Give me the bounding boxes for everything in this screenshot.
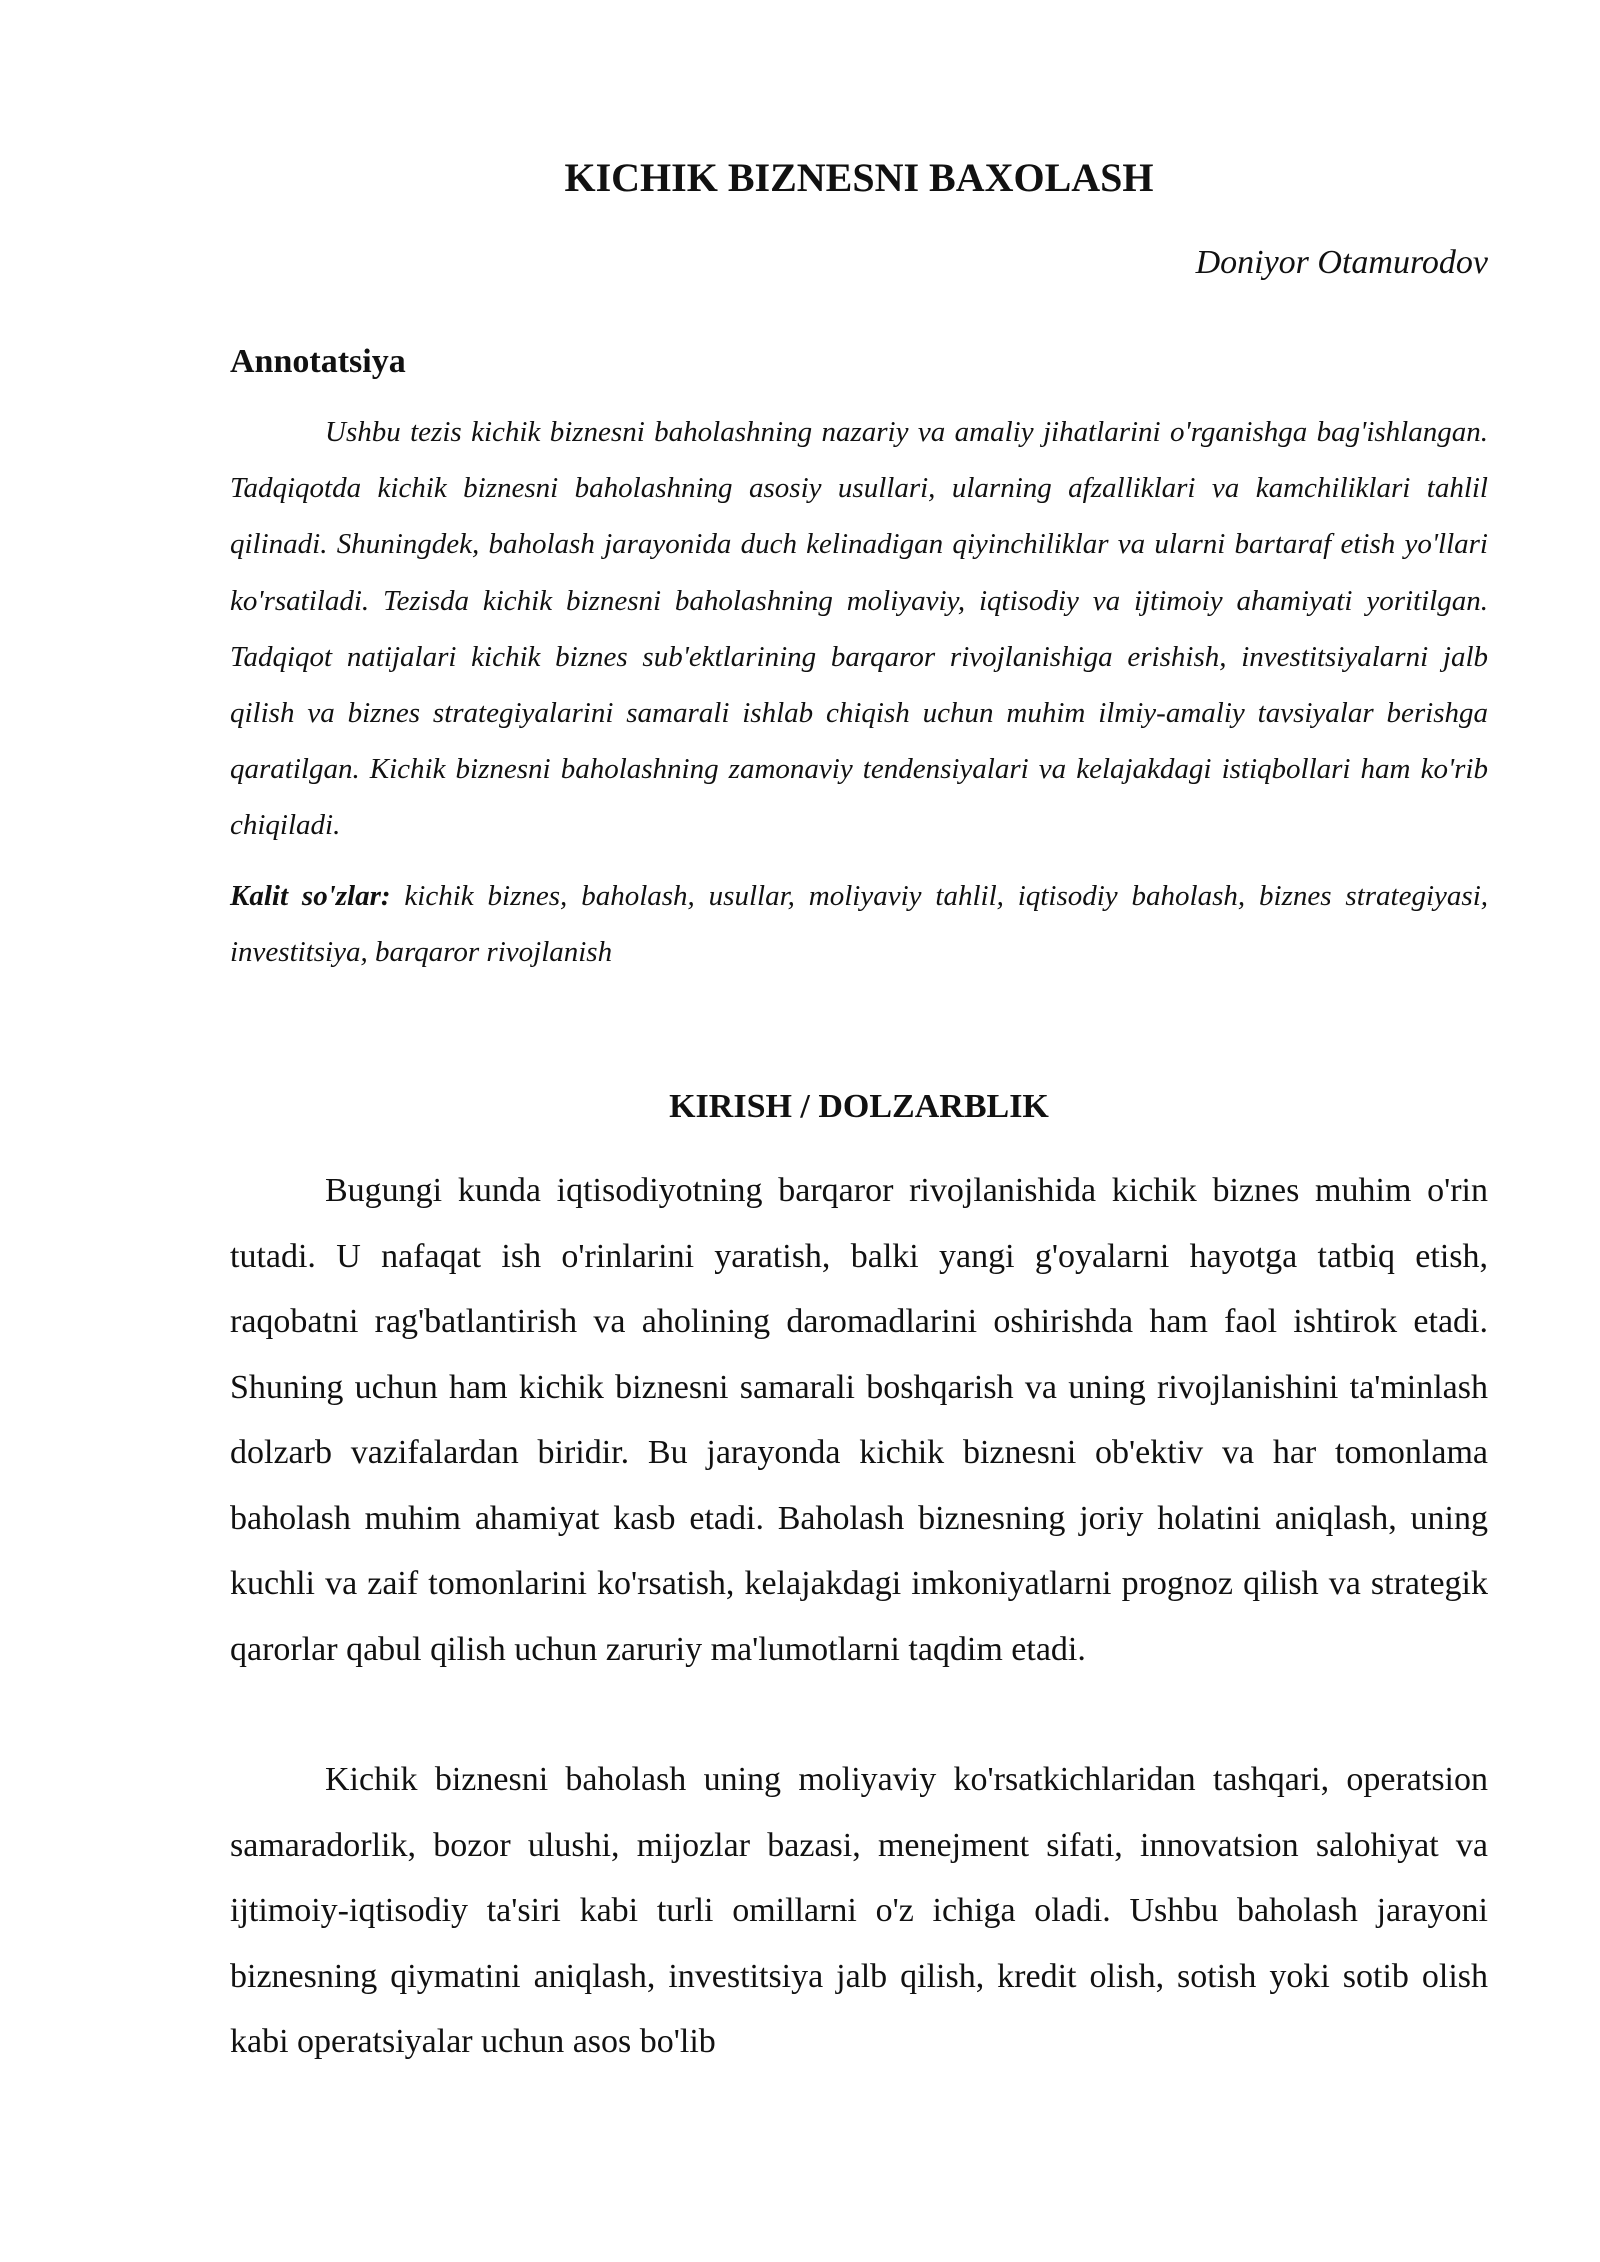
- section-heading: KIRISH / DOLZARBLIK: [669, 1088, 1049, 1125]
- body-paragraph: Kichik biznesni baholash uning moliyaviy ko'rsatkichlaridan tashqari, operatsion samaradorlik, bozor ulushi, mijozlar bazasi, menejment sifati, innovatsion salohiyat va ijtimoiy-iqtisodiy ta'siri kabi turli omillarni o'z ichiga oladi. Ushbu baholash jarayoni biznesning qiymatini aniqlash, investitsiya jalb qilish, kredit olish, sotish yoki sotib olish kabi operatsiyalar uchun asos bo'lib: [230, 1761, 1488, 2060]
- author-name: Doniyor Otamurodov: [1195, 244, 1488, 281]
- abstract-text: Ushbu tezis kichik biznesni baholashning nazariy va amaliy jihatlarini o'rganishga bag'ishlangan. Tadqiqotda kichik biznesni baholashning asosiy usullari, ularning afzalliklari va kamchiliklari tahlil qilinadi. Shuningdek, baholash jarayonida duch kelinadigan qiyinchiliklar va ularni bartaraf etish yo'llari ko'rsatiladi. Tezisda kichik biznesni baholashning moliyaviy, iqtisodiy va ijtimoiy ahamiyati yoritilgan. Tadqiqot natijalari kichik biznes sub'ektlarining barqaror rivojlanishiga erishish, investitsiyalarni jalb qilish va biznes strategiyalarini samarali ishlab chiqish uchun muhim ilmiy-amaliy tavsiyalar berishga qaratilgan. Kichik biznesni baholashning zamonaviy tendensiyalari va kelajakdagi istiqbollari ham ko'rib chiqiladi.: [230, 416, 1488, 842]
- keywords-label: Kalit so'zlar:: [230, 880, 391, 912]
- body-paragraph: Bugungi kunda iqtisodiyotning barqaror rivojlanishida kichik biznes muhim o'rin tutadi. U nafaqat ish o'rinlarini yaratish, balki yangi g'oyalarni hayotga tatbiq etish, raqobatni rag'batlantirish va aholining daromadlarini oshirishda ham faol ishtirok etadi. Shuning uchun ham kichik biznesni samarali boshqarish va uning rivojlanishini ta'minlash dolzarb vazifalardan biridir. Bu jarayonda kichik biznesni ob'ektiv va har tomonlama baholash muhim ahamiyat kasb etadi. Baholash biznesning joriy holatini aniqlash, uning kuchli va zaif tomonlarini ko'rsatish, kelajakdagi imkoniyatlarni prognoz qilish va strategik qarorlar qabul qilish uchun zaruriy ma'lumotlarni taqdim etadi.: [230, 1172, 1488, 1668]
- keywords-text: kichik biznes, baholash, usullar, moliyaviy tahlil, iqtisodiy baholash, biznes strategiyasi, investitsiya, barqaror rivojlanish: [230, 880, 1488, 969]
- paper-title: KICHIK BIZNESNI BAXOLASH: [564, 155, 1154, 200]
- keywords-line: [230, 868, 1488, 980]
- abstract-heading: Annotatsiya: [230, 343, 406, 380]
